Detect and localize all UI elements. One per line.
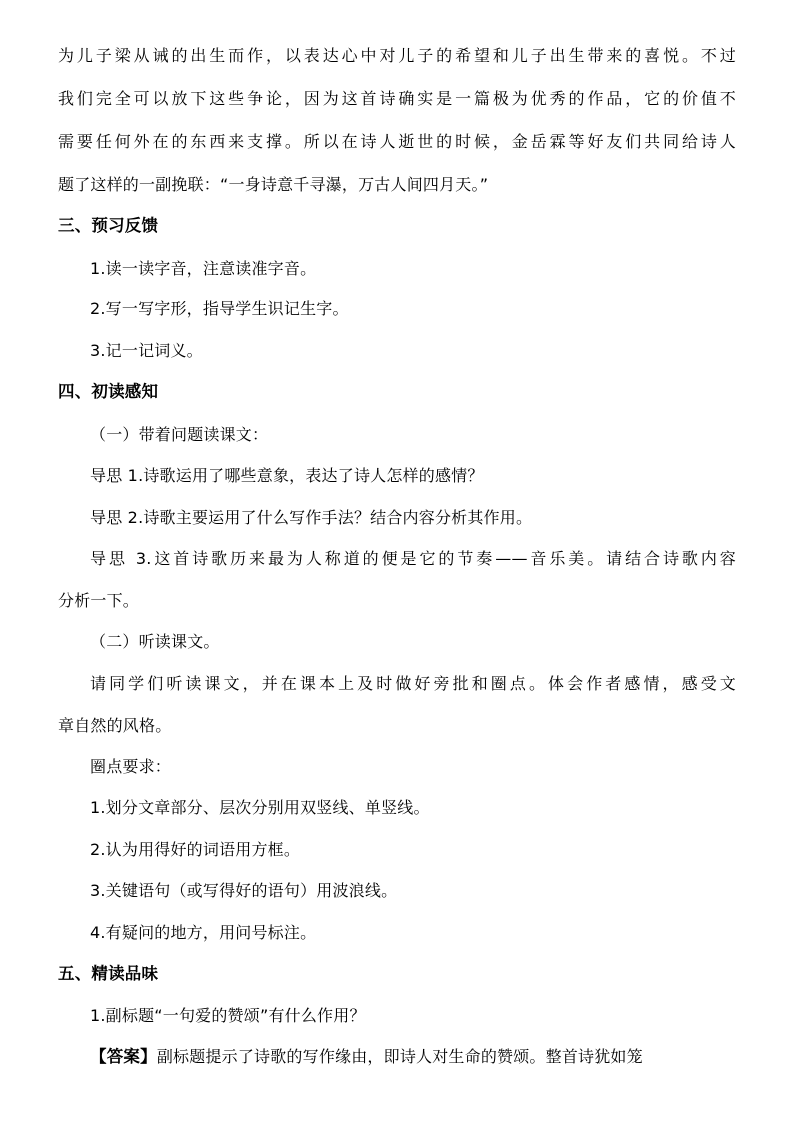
circle-requirements-title: 圈点要求： [90, 757, 172, 776]
answer-text: 副标题提示了诗歌的写作缘由，即诗人对生命的赞颂。整首诗犹如笼 [156, 1047, 643, 1066]
intro-line-2: 我们完全可以放下这些争论，因为这首诗确实是一篇极为优秀的作品，它的价值不 [58, 89, 736, 108]
guide-question-2: 导思 2.诗歌主要运用了什么写作手法？结合内容分析其作用。 [90, 508, 533, 527]
circle-requirement-1: 1.划分文章部分、层次分别用双竖线、单竖线。 [90, 798, 430, 817]
section-3-item-2: 2.写一写字形，指导学生识记生字。 [90, 299, 349, 318]
circle-requirement-2: 2.认为用得好的词语用方框。 [90, 840, 301, 859]
section-3-item-1: 1.读一读字音，注意读准字音。 [90, 259, 317, 278]
section-4-subheading-1: （一）带着问题读课文： [90, 425, 269, 444]
section-3-heading: 三、预习反馈 [58, 216, 159, 235]
answer-line [90, 1047, 736, 1067]
circle-requirement-4: 4.有疑问的地方，用问号标注。 [90, 923, 317, 942]
intro-line-3: 需要任何外在的东西来支撑。所以在诗人逝世的时候，金岳霖等好友们共同给诗人 [58, 132, 736, 151]
section-3-item-3: 3.记一记词义。 [90, 341, 203, 360]
intro-line-1: 为儿子梁从诫的出生而作，以表达心中对儿子的希望和儿子出生带来的喜悦。不过 [58, 46, 736, 65]
section-4-subheading-2: （二）听读课文。 [90, 632, 220, 651]
intro-line-4: 题了这样的一副挽联：“一身诗意千寻瀑，万古人间四月天。” [58, 175, 489, 194]
guide-question-3-line-2: 分析一下。 [58, 591, 140, 610]
question-1: 1.副标题“一句爱的赞颂”有什么作用？ [90, 1006, 366, 1025]
section-5-heading: 五、精读品味 [58, 964, 159, 983]
guide-question-1: 导思 1.诗歌运用了哪些意象，表达了诗人怎样的感情？ [90, 466, 484, 485]
answer-label: 【答案】 [90, 1047, 157, 1066]
listen-instruction-line-1: 请同学们听读课文，并在课本上及时做好旁批和圈点。体会作者感情，感受文 [90, 674, 736, 693]
listen-instruction-line-2: 章自然的风格。 [58, 716, 172, 735]
section-4-heading: 四、初读感知 [58, 382, 159, 401]
circle-requirement-3: 3.关键语句（或写得好的语句）用波浪线。 [90, 881, 398, 900]
guide-question-3-line-1: 导思 3.这首诗歌历来最为人称道的便是它的节奏——音乐美。请结合诗歌内容 [90, 549, 736, 568]
